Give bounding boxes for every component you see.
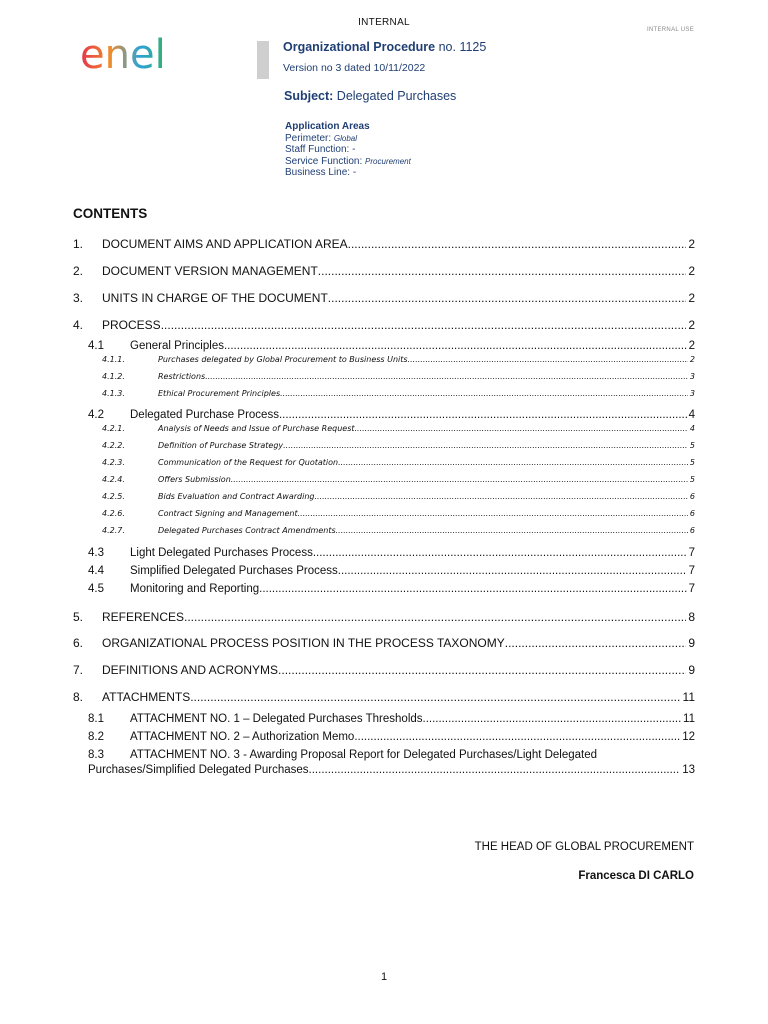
- toc-entry[interactable]: 4.2.4. Offers Submission ..... 5: [102, 475, 695, 484]
- toc-entry[interactable]: 4.1.2. Restrictions ..... 3: [102, 372, 695, 381]
- toc-entry[interactable]: 4.2.1. Analysis of Needs and Issue of Purchase Request ..... 4: [102, 424, 695, 433]
- application-areas: [285, 121, 411, 179]
- toc-entry[interactable]: 8.2 ATTACHMENT NO. 2 – Authorization Memo ..... 12: [88, 731, 695, 743]
- perimeter-value: Global: [333, 133, 358, 143]
- header-accent-bar: [257, 41, 269, 79]
- subject-label: Subject:: [284, 89, 334, 103]
- perimeter-line: Perimeter: Global: [285, 132, 358, 144]
- toc-entry[interactable]: 4.2 Delegated Purchase Process ..... 4: [88, 409, 695, 421]
- toc-entry[interactable]: 4.4 Simplified Delegated Purchases Process ..... 7: [88, 565, 695, 577]
- toc-entry[interactable]: 4.2.7. Delegated Purchases Contract Amendments ..... 6: [102, 526, 695, 535]
- classification-label: INTERNAL: [358, 17, 410, 28]
- business-line-line: Business Line: -: [285, 167, 357, 178]
- staff-function-value: -: [352, 144, 356, 155]
- signatory-name: Francesca DI CARLO: [578, 870, 694, 882]
- procedure-number: no. 1125: [435, 40, 487, 54]
- toc-entry[interactable]: 4.2.3. Communication of the Request for Quotation ..... 5: [102, 458, 695, 467]
- toc-entry[interactable]: 6. ORGANIZATIONAL PROCESS POSITION IN THE PROCESS TAXONOMY ..... 9: [73, 636, 695, 650]
- version-line: Version no 3 dated 10/11/2022: [283, 62, 426, 74]
- toc-entry[interactable]: 4. PROCESS ..... 2: [73, 318, 695, 332]
- signatory-role: THE HEAD OF GLOBAL PROCUREMENT: [474, 841, 694, 853]
- enel-logo: [80, 30, 192, 74]
- subject-line: [284, 89, 456, 103]
- logo-text: enel: [80, 32, 166, 74]
- toc-entry[interactable]: 2. DOCUMENT VERSION MANAGEMENT ..... 2: [73, 264, 695, 278]
- toc-entry[interactable]: 5. REFERENCES ..... 8: [73, 610, 695, 624]
- toc-entry[interactable]: 4.3 Light Delegated Purchases Process ..... 7: [88, 547, 695, 559]
- toc-entry[interactable]: 4.1.1. Purchases delegated by Global Procurement to Business Units ..... 2: [102, 355, 695, 364]
- toc-entry[interactable]: 4.1 General Principles ..... 2: [88, 340, 695, 352]
- toc-entry[interactable]: 7. DEFINITIONS AND ACRONYMS ..... 9: [73, 663, 695, 677]
- contents-heading: CONTENTS: [73, 206, 148, 221]
- procedure-label: Organizational Procedure: [283, 40, 436, 54]
- toc-entry[interactable]: 8.1 ATTACHMENT NO. 1 – Delegated Purchases Thresholds ..... 11: [88, 713, 695, 725]
- business-line-value: -: [352, 167, 357, 178]
- toc-entry[interactable]: 4.2.2. Definition of Purchase Strategy ..... 5: [102, 441, 695, 450]
- toc-entry[interactable]: 4.1.3. Ethical Procurement Principles ..... 3: [102, 389, 695, 398]
- procedure-title: [283, 40, 486, 54]
- toc-entry[interactable]: 1. DOCUMENT AIMS AND APPLICATION AREA ..... 2: [73, 237, 695, 251]
- service-function-line: Service Function: Procurement: [285, 155, 411, 167]
- application-areas-title: Application Areas: [285, 121, 370, 132]
- staff-function-line: Staff Function: -: [285, 144, 356, 155]
- page-number: 1: [380, 971, 388, 983]
- internal-use-label: INTERNAL USE: [646, 27, 694, 33]
- service-function-value: Procurement: [365, 156, 411, 166]
- subject-value: Delegated Purchases: [333, 89, 457, 103]
- toc-entry[interactable]: 4.5 Monitoring and Reporting ..... 7: [88, 583, 695, 595]
- toc-entry[interactable]: 4.2.5. Bids Evaluation and Contract Awarding ..... 6: [102, 492, 695, 501]
- toc-entry[interactable]: 4.2.6. Contract Signing and Management ..... 6: [102, 509, 695, 518]
- toc-entry[interactable]: 3. UNITS IN CHARGE OF THE DOCUMENT ..... 2: [73, 291, 695, 305]
- toc-entry[interactable]: 8. ATTACHMENTS ..... 11: [73, 690, 695, 704]
